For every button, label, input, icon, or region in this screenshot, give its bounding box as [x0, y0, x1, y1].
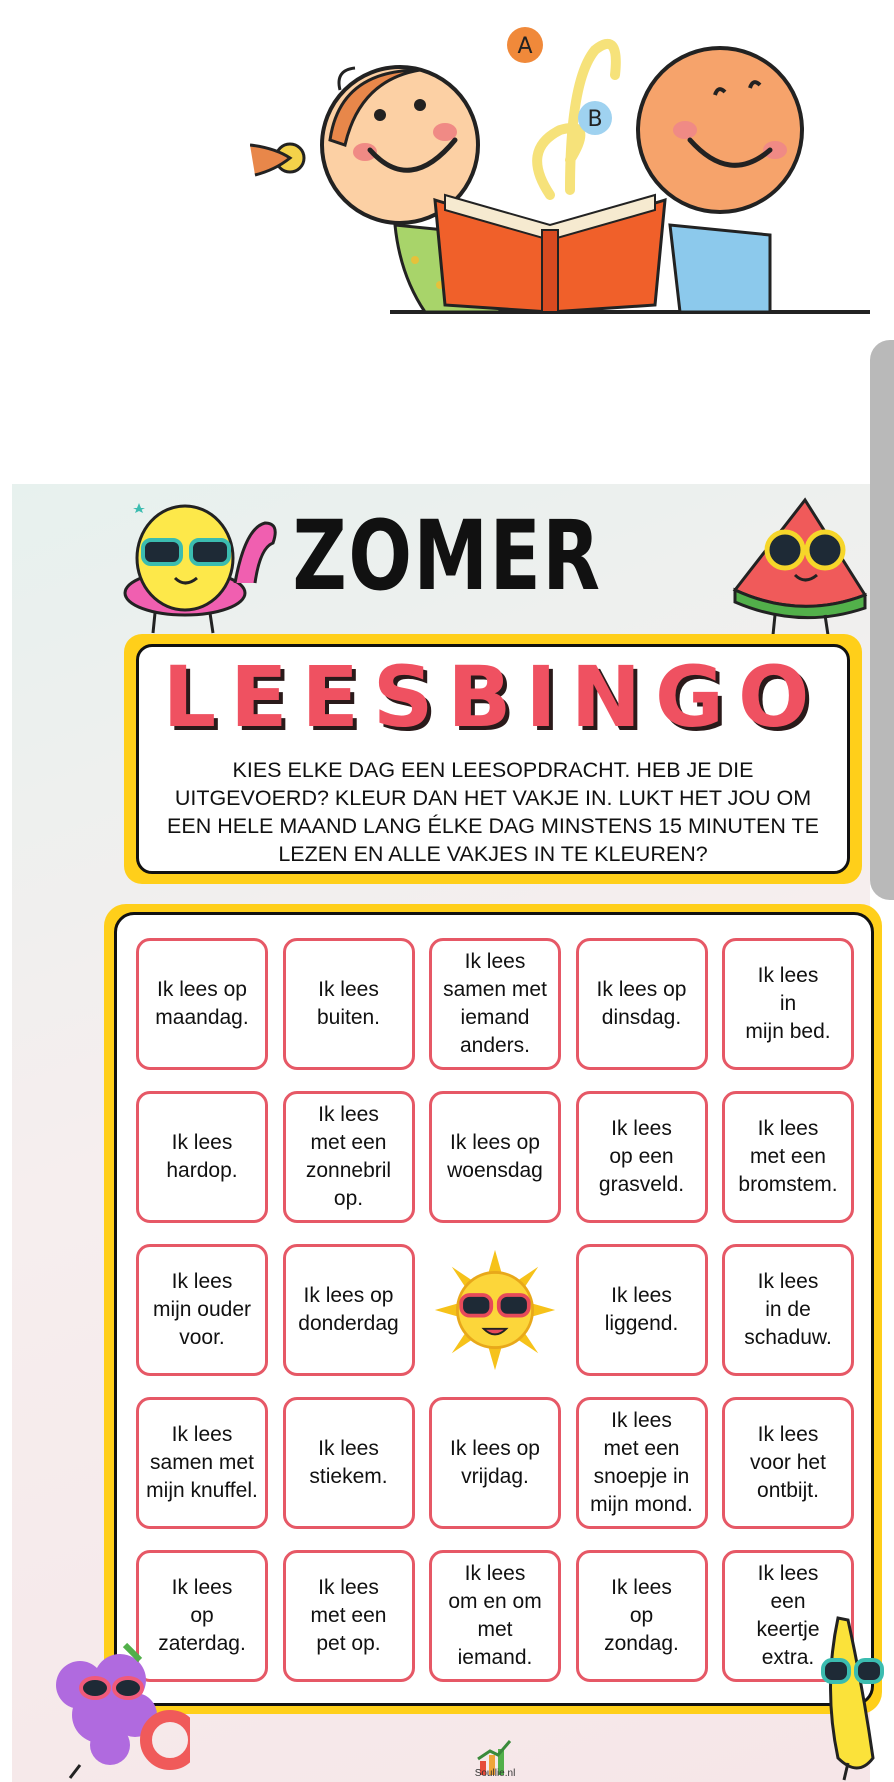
boy-figure — [638, 48, 802, 312]
bingo-cell[interactable]: Ik lees op een grasveld. — [576, 1091, 708, 1223]
bingo-cell[interactable]: Ik lees stiekem. — [283, 1397, 415, 1529]
bingo-cell[interactable]: Ik lees liggend. — [576, 1244, 708, 1376]
bingo-cell[interactable]: Ik lees met een bromstem. — [722, 1091, 854, 1223]
bingo-cell[interactable]: Ik lees samen met iemand anders. — [429, 938, 561, 1070]
bingo-grid — [136, 938, 850, 1684]
bingo-cell[interactable]: Ik lees voor het ontbijt. — [722, 1397, 854, 1529]
bingo-cell[interactable]: Ik lees hardop. — [136, 1091, 268, 1223]
bingo-cell[interactable]: Ik lees buiten. — [283, 938, 415, 1070]
bingo-free-sun — [429, 1244, 561, 1376]
book — [435, 195, 665, 312]
poster-title-zomer: ZOMER — [292, 500, 602, 612]
bingo-cell[interactable]: Ik lees op zondag. — [576, 1550, 708, 1682]
poster-title-leesbingo: LEESBINGO — [162, 648, 824, 746]
bingo-cell[interactable]: Ik lees op donderdag — [283, 1244, 415, 1376]
bingo-cell[interactable]: Ik lees op woensdag — [429, 1091, 561, 1223]
bingo-cell[interactable]: Ik lees met een zonnebril op. — [283, 1091, 415, 1223]
kids-reading-illustration — [250, 20, 894, 320]
footer-logo-text: Soullie.nl — [474, 1768, 516, 1779]
grape-character-icon — [40, 1630, 190, 1780]
letter-a: A — [517, 34, 533, 59]
bingo-cell[interactable]: Ik lees op zaterdag. — [136, 1550, 268, 1682]
bingo-cell[interactable]: Ik lees in de schaduw. — [722, 1244, 854, 1376]
side-panel-tab[interactable] — [870, 340, 894, 900]
bingo-cell[interactable]: Ik lees mijn ouder voor. — [136, 1244, 268, 1376]
bingo-cell[interactable]: Ik lees samen met mijn knuffel. — [136, 1397, 268, 1529]
bingo-cell[interactable]: Ik lees met een snoepje in mijn mond. — [576, 1397, 708, 1529]
bingo-cell[interactable]: Ik lees een keertje extra. — [722, 1550, 854, 1682]
bingo-cell[interactable]: Ik lees in mijn bed. — [722, 938, 854, 1070]
letter-b: B — [587, 107, 603, 132]
bingo-cell[interactable]: Ik lees om en om met iemand. — [429, 1550, 561, 1682]
instructions-text: KIES ELKE DAG EEN LEESOPDRACHT. HEB JE DIE UITGEVOERD? KLEUR DAN HET VAKJE IN. LUKT HET JOU OM EEN HELE MAAND LANG ÉLKE DAG MINSTENS 15 MINUTEN TE LEZEN EN ALLE VAKJES IN TE KLEUREN? — [167, 758, 819, 866]
banana-character-icon — [818, 1608, 894, 1782]
bingo-cell[interactable]: Ik lees met een pet op. — [283, 1550, 415, 1682]
bingo-cell[interactable]: Ik lees op maandag. — [136, 938, 268, 1070]
sun-with-sunglasses-icon — [433, 1244, 557, 1376]
bingo-cell[interactable]: Ik lees op vrijdag. — [429, 1397, 561, 1529]
bingo-cell[interactable]: Ik lees op dinsdag. — [576, 938, 708, 1070]
